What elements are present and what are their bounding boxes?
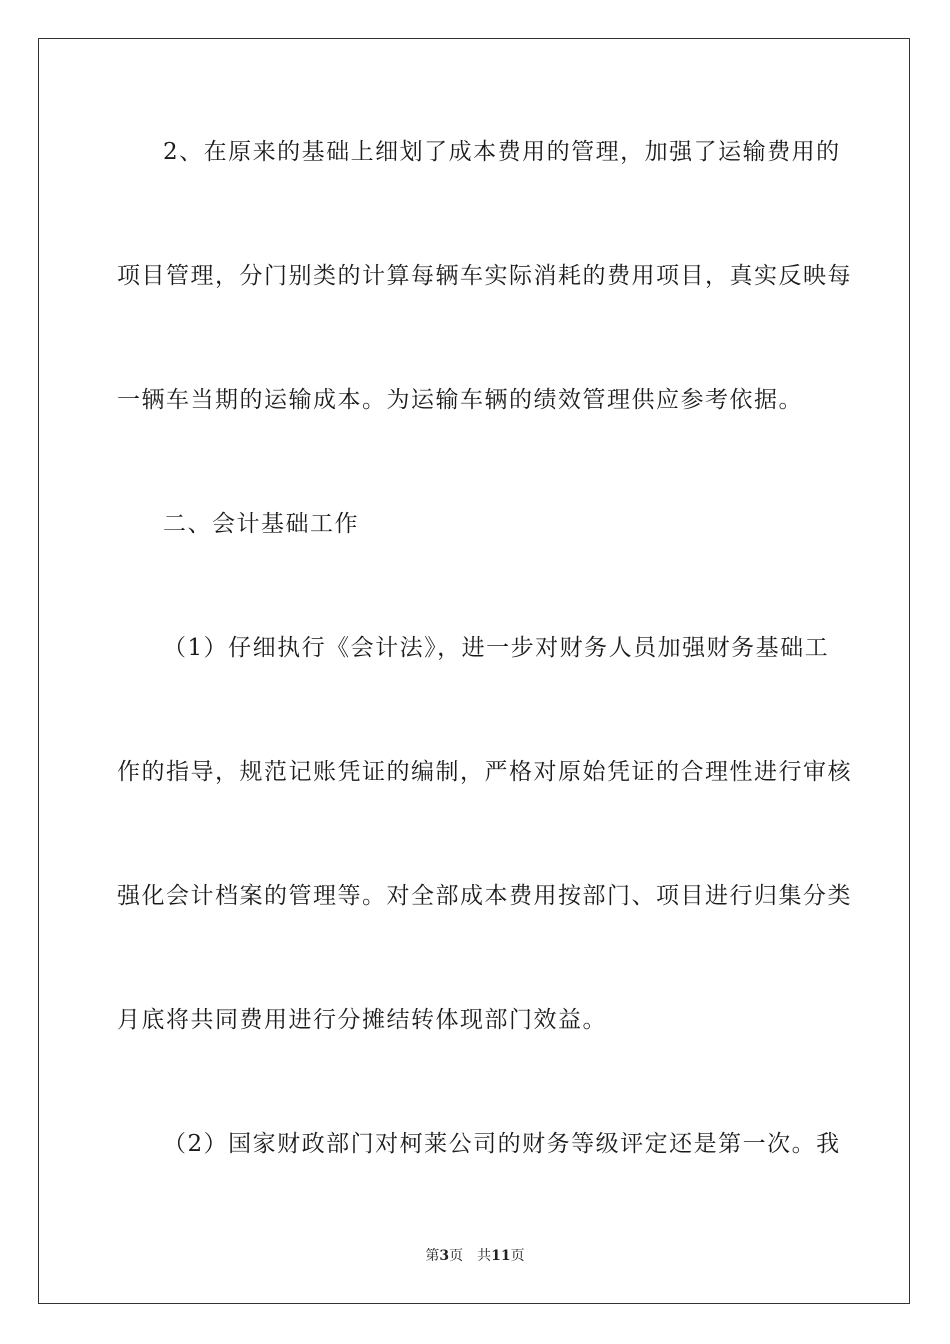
total-label-prefix: 共 xyxy=(477,1248,492,1264)
paragraph-line-2: 项目管理，分门别类的计算每辆车实际消耗的费用项目，真实反映每 xyxy=(117,263,852,289)
paragraph-line-1: 2、在原来的基础上细划了成本费用的管理，加强了运输费用的 xyxy=(163,139,841,165)
paragraph-line-6: 作的指导，规范记账凭证的编制，严格对原始凭证的合理性进行审核 xyxy=(117,759,852,785)
page-number: 3 xyxy=(439,1248,450,1264)
paragraph-line-7: 强化会计档案的管理等。对全部成本费用按部门、项目进行归集分类 xyxy=(117,883,852,909)
total-pages: 11 xyxy=(491,1248,511,1264)
paragraph-line-9: （2）国家财政部门对柯莱公司的财务等级评定还是第一次。我 xyxy=(163,1131,841,1157)
page-border xyxy=(38,38,910,1304)
page-footer xyxy=(0,1247,950,1265)
section-heading: 二、会计基础工作 xyxy=(163,511,359,537)
paragraph-line-3: 一辆车当期的运输成本。为运输车辆的绩效管理供应参考依据。 xyxy=(117,387,803,413)
page-label-suffix: 页 xyxy=(449,1248,464,1264)
page-label-prefix: 第 xyxy=(425,1248,440,1264)
total-label-suffix: 页 xyxy=(510,1248,525,1264)
paragraph-line-8: 月底将共同费用进行分摊结转体现部门效益。 xyxy=(117,1007,607,1033)
paragraph-line-5: （1）仔细执行《会计法》，进一步对财务人员加强财务基础工 xyxy=(163,635,830,661)
